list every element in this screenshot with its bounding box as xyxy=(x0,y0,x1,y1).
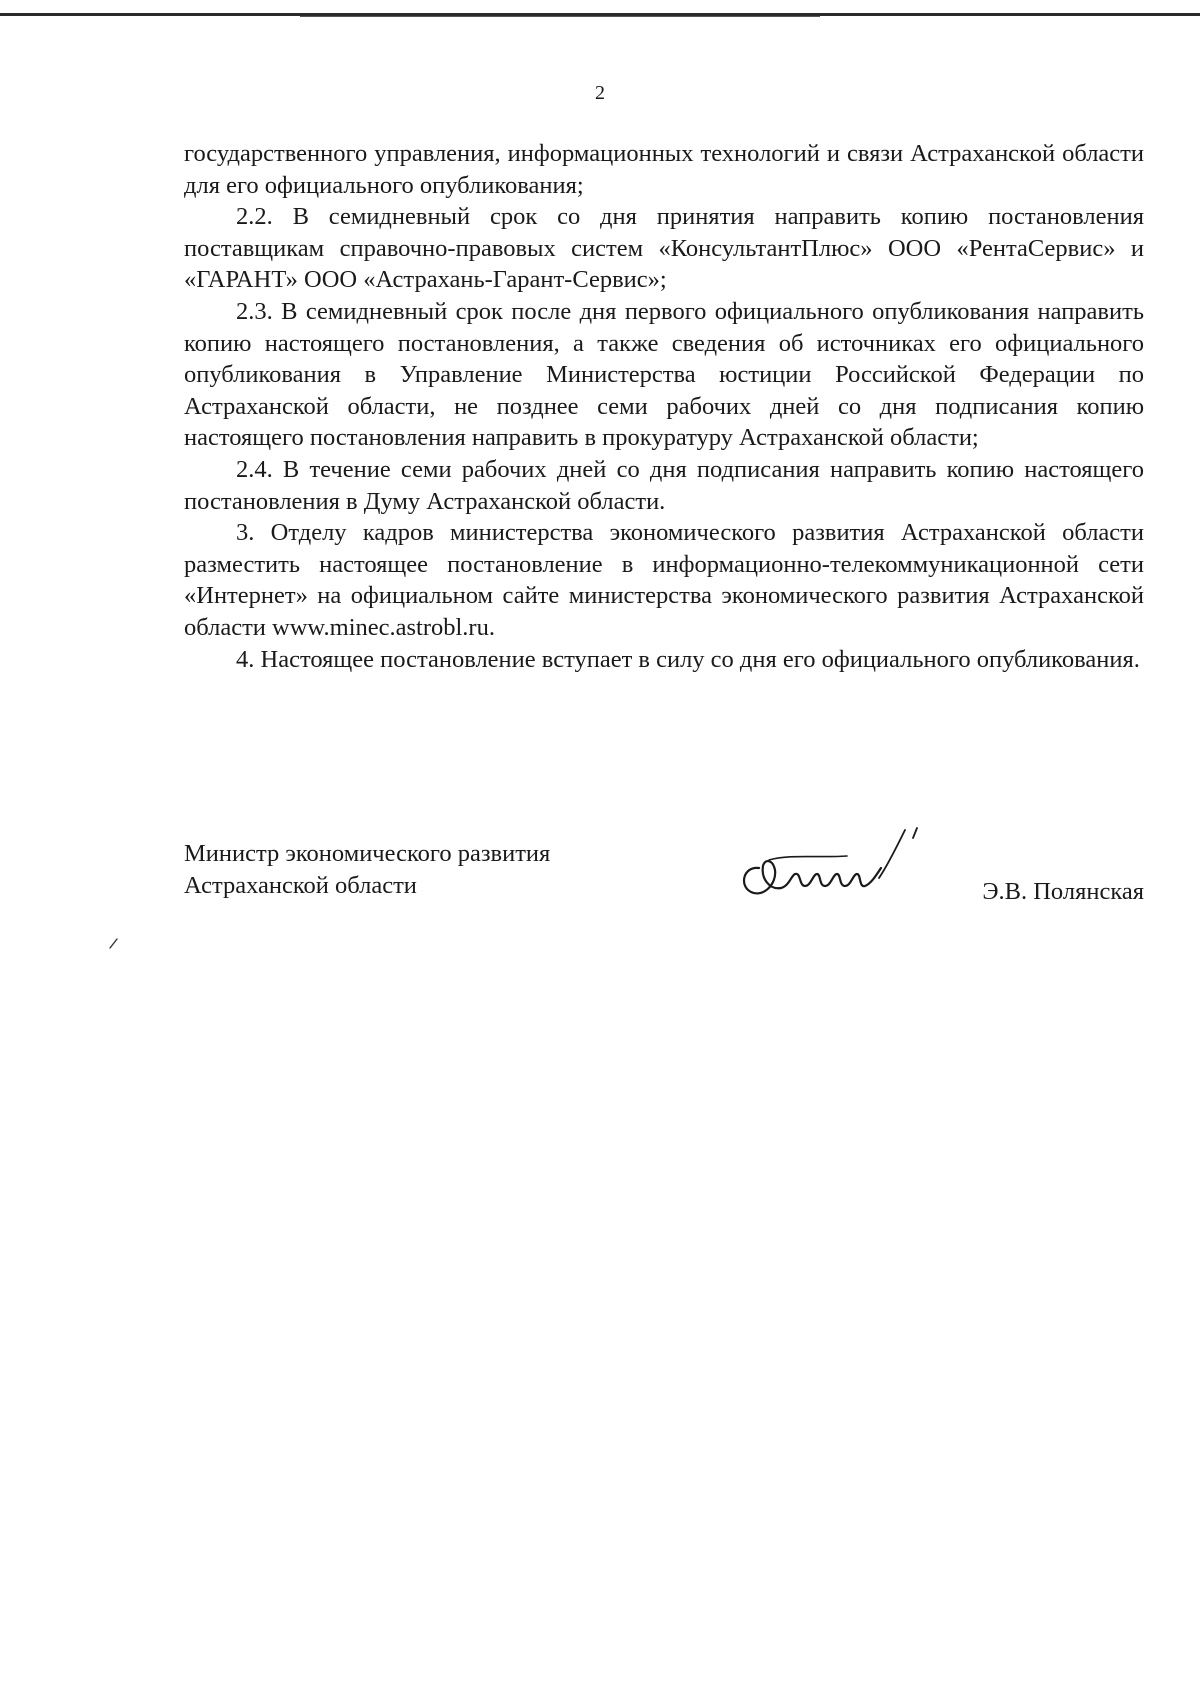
paragraph-continuation: государственного управления, информационных технологий и связи Астраханской области для его официального опубликования; xyxy=(184,140,1144,199)
signature-block xyxy=(184,838,1144,958)
signer-position xyxy=(184,838,684,901)
signer-name: Э.В. Полянская xyxy=(982,878,1144,905)
signer-position-line-2: Астраханской области xyxy=(184,871,417,899)
paragraph-3: 3. Отделу кадров министерства экономического развития Астраханской области разместить настоящее постановление в информационно-телекоммуникационной сети «Интернет» на официальном сайте министерства экономического развития Астраханской области www.minec.astrobl.ru. xyxy=(184,519,1144,641)
scan-artifact-mark xyxy=(108,936,120,950)
scan-top-edge-shadow xyxy=(300,16,820,17)
paragraph-4: 4. Настоящее постановление вступает в силу со дня его официального опубликования. xyxy=(236,645,1140,673)
page-number: 2 xyxy=(595,82,605,104)
paragraph-2-2: 2.2. В семидневный срок со дня принятия направить копию постановления поставщикам справочно-правовых систем «КонсультантПлюс» ООО «РентаСервис» и «ГАРАНТ» ООО «Астрахань-Гарант-Сервис»; xyxy=(184,203,1144,294)
signer-position-line-1: Министр экономического развития xyxy=(184,840,551,867)
document-body xyxy=(184,138,1144,675)
handwritten-signature xyxy=(729,808,949,928)
paragraph-2-4: 2.4. В течение семи рабочих дней со дня подписания направить копию настоящего постановления в Думу Астраханской области. xyxy=(184,455,1144,515)
paragraph-2-3: 2.3. В семидневный срок после дня первого официального опубликования направить копию настоящего постановления, а также сведения об источниках его официального опубликования в Управление Министерства юстиции Российской Федерации по Астраханской области, не позднее семи рабочих дней со дня подписания копию настоящего постановления направить в прокуратуру Астраханской области; xyxy=(184,297,1144,452)
